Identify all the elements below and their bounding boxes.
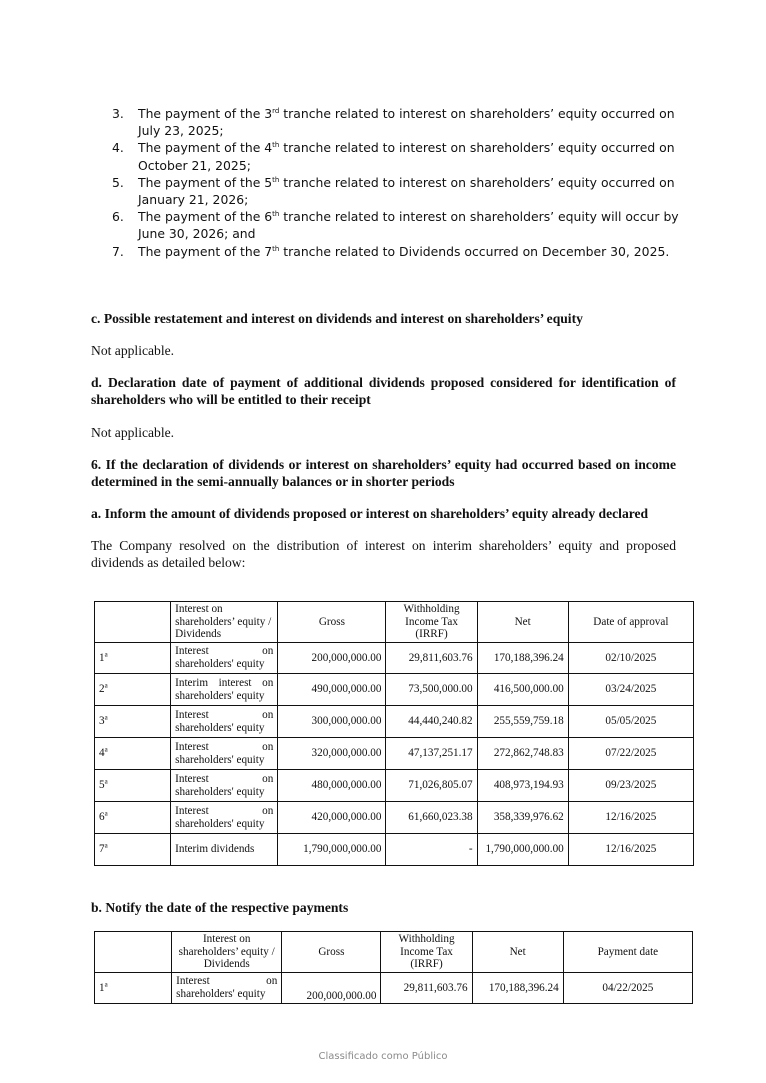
header-cell: Gross <box>278 602 386 643</box>
irrf-cell: 73,500,000.00 <box>386 674 477 706</box>
header-cell: Date of approval <box>568 602 693 643</box>
table-row <box>95 643 694 674</box>
type-cell: Interest on shareholders' equity <box>172 973 282 1004</box>
seq-cell: 2$^a$ <box>95 674 171 706</box>
table-row <box>95 770 694 802</box>
gross-cell: 490,000,000.00 <box>278 674 386 706</box>
seq-cell: 1$^a$ <box>95 643 171 674</box>
seq-cell: 5$^a$ <box>95 770 171 802</box>
net-cell: 170,188,396.24 <box>472 973 563 1004</box>
header-cell: Withholding Income Tax (IRRF) <box>386 602 477 643</box>
net-cell: 408,973,194.93 <box>477 770 568 802</box>
section-6a-heading: a. Inform the amount of dividends proposed or interest on shareholders’ equity already declared <box>91 506 649 521</box>
seq-cell: 7$^a$ <box>95 834 171 866</box>
table-row <box>95 706 694 738</box>
header-cell: Gross <box>282 932 381 973</box>
date-cell: 07/22/2025 <box>568 738 693 770</box>
type-cell: Interest on shareholders' equity <box>171 802 278 834</box>
table-row <box>95 674 694 706</box>
net-cell: 170,188,396.24 <box>477 643 568 674</box>
dividends-declared-table <box>94 601 694 866</box>
section-6-heading: 6. If the declaration of dividends or interest on shareholders’ equity had occurred based on income determined in the semi-annually balances or in shorter periods <box>91 457 676 489</box>
irrf-cell: - <box>386 834 477 866</box>
table-header-row <box>95 602 694 643</box>
net-cell: 358,339,976.62 <box>477 802 568 834</box>
seq-cell: 6$^a$ <box>95 802 171 834</box>
list-item: 4. The payment of the 4th tranche related to interest on shareholders’ equity occurred on October 21, 2025; <box>112 140 675 173</box>
table-row <box>95 973 693 1004</box>
list-item: 3. The payment of the 3rd tranche related to interest on shareholders’ equity occurred on July 23, 2025; <box>112 106 675 139</box>
gross-cell: 480,000,000.00 <box>278 770 386 802</box>
table-row <box>95 834 694 866</box>
classification-footer: Classificado como Público <box>318 1051 448 1062</box>
type-cell: Interim dividends <box>171 834 278 866</box>
section-d-heading: d. Declaration date of payment of additional dividends proposed considered for identification of shareholders who will be entitled to their receipt <box>91 375 676 407</box>
gross-cell: 300,000,000.00 <box>278 706 386 738</box>
date-cell: 12/16/2025 <box>568 802 693 834</box>
gross-cell: 200,000,000.00 <box>282 973 381 1004</box>
net-cell: 272,862,748.83 <box>477 738 568 770</box>
date-cell: 03/24/2025 <box>568 674 693 706</box>
section-c-heading: c. Possible restatement and interest on dividends and interest on shareholders’ equity <box>91 311 583 326</box>
gross-cell: 1,790,000,000.00 <box>278 834 386 866</box>
date-cell: 05/05/2025 <box>568 706 693 738</box>
table-row <box>95 738 694 770</box>
gross-cell: 420,000,000.00 <box>278 802 386 834</box>
irrf-cell: 29,811,603.76 <box>381 973 472 1004</box>
table-row <box>95 802 694 834</box>
list-item: 7. The payment of the 7th tranche related to Dividends occurred on December 30, 2025. <box>112 243 670 259</box>
irrf-cell: 61,660,023.38 <box>386 802 477 834</box>
list-item: 6. The payment of the 6th tranche related to interest on shareholders’ equity will occur by June 30, 2026; and <box>112 209 679 242</box>
net-cell: 416,500,000.00 <box>477 674 568 706</box>
header-cell <box>95 932 172 973</box>
irrf-cell: 71,026,805.07 <box>386 770 477 802</box>
net-cell: 255,559,759.18 <box>477 706 568 738</box>
list-item: 5. The payment of the 5th tranche related to interest on shareholders’ equity occurred on January 21, 2026; <box>112 174 675 208</box>
seq-cell: 3$^a$ <box>95 706 171 738</box>
type-cell: Interim interest on shareholders' equity <box>171 674 278 706</box>
section-c-body: Not applicable. <box>91 343 175 358</box>
irrf-cell: 44,440,240.82 <box>386 706 477 738</box>
header-cell: Withholding Income Tax (IRRF) <box>381 932 472 973</box>
gross-cell: 200,000,000.00 <box>278 643 386 674</box>
type-cell: Interest on shareholders' equity <box>171 738 278 770</box>
payment-dates-table <box>94 931 693 1004</box>
tranche-list <box>112 105 680 260</box>
header-cell: Interest on shareholders’ equity / Dividends <box>172 932 282 973</box>
date-cell: 04/22/2025 <box>563 973 692 1004</box>
gross-cell: 320,000,000.00 <box>278 738 386 770</box>
section-d-body: Not applicable. <box>91 425 175 440</box>
irrf-cell: 47,137,251.17 <box>386 738 477 770</box>
header-cell: Interest on shareholders’ equity / Dividends <box>171 602 278 643</box>
seq-cell: 1$^a$ <box>95 973 172 1004</box>
header-cell: Net <box>477 602 568 643</box>
date-cell: 09/23/2025 <box>568 770 693 802</box>
table-header-row <box>95 932 693 973</box>
type-cell: Interest on shareholders' equity <box>171 706 278 738</box>
header-cell: Net <box>472 932 563 973</box>
date-cell: 12/16/2025 <box>568 834 693 866</box>
section-b-heading: b. Notify the date of the respective payments <box>91 900 349 915</box>
header-cell: Payment date <box>563 932 692 973</box>
seq-cell: 4$^a$ <box>95 738 171 770</box>
section-6a-body: The Company resolved on the distribution of interest on interim shareholders’ equity and proposed dividends as detailed below: <box>91 538 676 570</box>
type-cell: Interest on shareholders' equity <box>171 643 278 674</box>
header-cell <box>95 602 171 643</box>
net-cell: 1,790,000,000.00 <box>477 834 568 866</box>
type-cell: Interest on shareholders' equity <box>171 770 278 802</box>
irrf-cell: 29,811,603.76 <box>386 643 477 674</box>
date-cell: 02/10/2025 <box>568 643 693 674</box>
